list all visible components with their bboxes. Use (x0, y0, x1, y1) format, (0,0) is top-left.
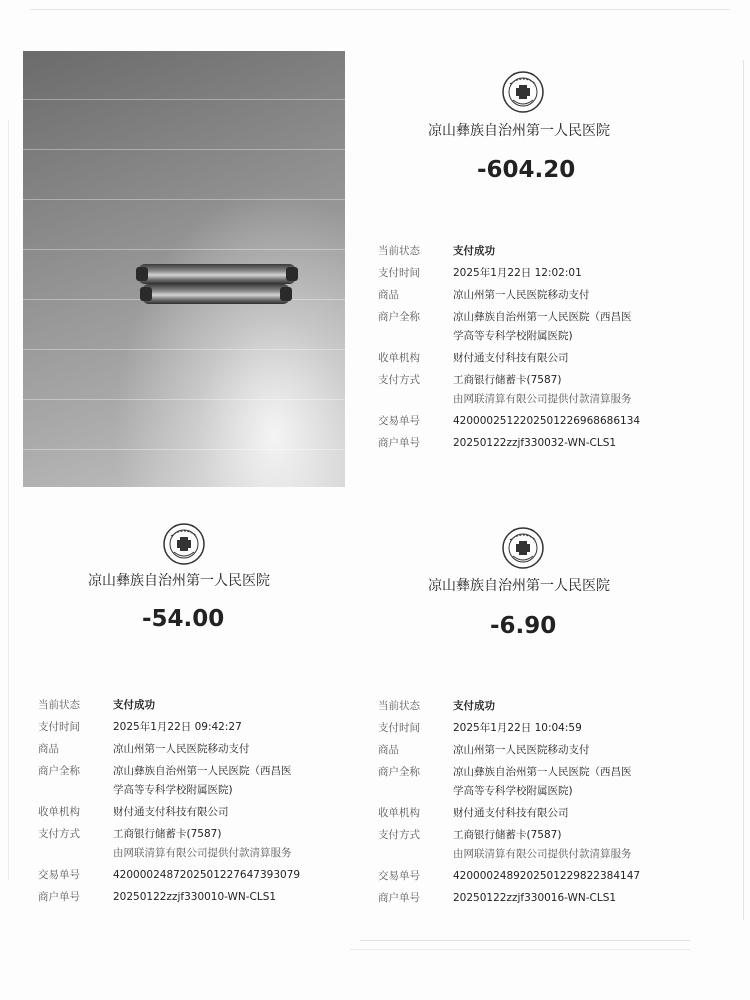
detail-value: 凉山州第一人民医院移动支付 (113, 743, 250, 755)
detail-row-merchant-full (378, 308, 640, 346)
merchant-name: 凉山彝族自治州第一人民医院 (428, 578, 610, 594)
detail-row-transaction-id (378, 867, 640, 886)
hospital-logo-icon (501, 70, 545, 114)
detail-value: 财付通支付科技有限公司 (453, 807, 569, 819)
detail-label: 收单机构 (378, 352, 420, 364)
detail-label: 交易单号 (378, 415, 420, 427)
vial (142, 284, 290, 304)
detail-value: 财付通支付科技有限公司 (113, 806, 229, 818)
detail-row-time (38, 718, 300, 737)
detail-label: 当前状态 (378, 245, 420, 257)
detail-row-merchant-order (38, 888, 300, 907)
detail-value: 凉山州第一人民医院移动支付 (453, 289, 590, 301)
detail-value-line: 凉山彝族自治州第一人民医院（西昌医 (113, 765, 292, 777)
detail-value-line: 学高等专科学校附属医院) (113, 784, 233, 796)
detail-label: 支付方式 (38, 828, 80, 840)
detail-row-merchant-order (378, 889, 640, 908)
detail-label: 商户全称 (38, 765, 80, 777)
merchant-name: 凉山彝族自治州第一人民医院 (88, 573, 270, 589)
detail-row-payment-method (378, 371, 640, 409)
scan-artifact-line (360, 940, 690, 941)
detail-value (113, 825, 292, 863)
detail-label: 当前状态 (378, 700, 420, 712)
detail-label: 支付时间 (378, 722, 420, 734)
vial-cap (286, 267, 298, 281)
detail-label: 商户单号 (378, 437, 420, 449)
detail-row-status (38, 696, 300, 715)
detail-label: 支付方式 (378, 829, 420, 841)
detail-value (453, 763, 632, 801)
detail-value-line: 学高等专科学校附属医院) (453, 330, 573, 342)
detail-value: 凉山州第一人民医院移动支付 (453, 744, 590, 756)
detail-label: 支付方式 (378, 374, 420, 386)
detail-row-status (378, 242, 640, 261)
detail-label: 商户全称 (378, 766, 420, 778)
detail-row-product (378, 286, 640, 305)
detail-value-line: 工商银行储蓄卡(7587) (113, 828, 222, 840)
vial-cap (280, 287, 292, 301)
detail-value: 支付成功 (453, 245, 495, 257)
detail-value: 支付成功 (453, 700, 495, 712)
hospital-logo-icon (501, 526, 545, 570)
detail-row-acquirer (38, 803, 300, 822)
payment-amount: -6.90 (490, 613, 557, 639)
vial (138, 264, 296, 284)
detail-value-line: 学高等专科学校附属医院) (453, 785, 573, 797)
photo-plank-line (23, 349, 345, 350)
detail-value (113, 762, 292, 800)
detail-value: 支付成功 (113, 699, 155, 711)
detail-label: 商户单号 (378, 892, 420, 904)
medicine-photo (23, 51, 345, 487)
detail-row-status (378, 697, 640, 716)
detail-label: 商品 (378, 744, 399, 756)
receipt-details (378, 697, 640, 908)
detail-row-merchant-order (378, 434, 640, 453)
detail-label: 支付时间 (378, 267, 420, 279)
photo-plank-line (23, 99, 345, 100)
payment-amount: -54.00 (142, 606, 225, 632)
detail-value: 20250122zzjf330016-WN-CLS1 (453, 892, 617, 904)
photo-plank-line (23, 199, 345, 200)
detail-label: 商品 (378, 289, 399, 301)
photo-plank-line (23, 399, 345, 400)
detail-row-acquirer (378, 349, 640, 368)
vial-cap (136, 267, 148, 281)
detail-row-merchant-full (378, 763, 640, 801)
merchant-name: 凉山彝族自治州第一人民医院 (428, 123, 610, 139)
detail-value (453, 308, 632, 346)
photo-plank-line (23, 249, 345, 250)
detail-value: 4200002512202501226968686134 (453, 415, 641, 427)
detail-value: 4200002487202501227647393079 (113, 869, 301, 881)
detail-label: 收单机构 (38, 806, 80, 818)
detail-value-note: 由网联清算有限公司提供付款清算服务 (453, 393, 632, 405)
detail-value (453, 371, 632, 409)
detail-value: 2025年1月22日 10:04:59 (453, 722, 582, 734)
detail-value: 财付通支付科技有限公司 (453, 352, 569, 364)
detail-value-line: 凉山彝族自治州第一人民医院（西昌医 (453, 311, 632, 323)
scan-edge (30, 9, 730, 10)
detail-row-merchant-full (38, 762, 300, 800)
photo-plank-line (23, 449, 345, 450)
receipt-details (38, 696, 300, 907)
detail-row-time (378, 719, 640, 738)
detail-value: 4200002489202501229822384147 (453, 870, 641, 882)
payment-amount: -604.20 (477, 157, 576, 183)
detail-value: 2025年1月22日 09:42:27 (113, 721, 242, 733)
hospital-logo-icon (162, 522, 206, 566)
detail-label: 商户全称 (378, 311, 420, 323)
detail-row-time (378, 264, 640, 283)
detail-value-note: 由网联清算有限公司提供付款清算服务 (113, 847, 292, 859)
detail-value: 20250122zzjf330032-WN-CLS1 (453, 437, 617, 449)
detail-row-payment-method (378, 826, 640, 864)
detail-label: 交易单号 (38, 869, 80, 881)
photo-plank-line (23, 149, 345, 150)
scan-artifact-line (350, 949, 690, 950)
detail-label: 当前状态 (38, 699, 80, 711)
scan-edge (743, 60, 744, 920)
detail-row-transaction-id (38, 866, 300, 885)
detail-value (453, 826, 632, 864)
detail-row-product (38, 740, 300, 759)
detail-label: 商户单号 (38, 891, 80, 903)
detail-value-note: 由网联清算有限公司提供付款清算服务 (453, 848, 632, 860)
detail-value-line: 凉山彝族自治州第一人民医院（西昌医 (453, 766, 632, 778)
detail-label: 支付时间 (38, 721, 80, 733)
detail-row-transaction-id (378, 412, 640, 431)
detail-value-line: 工商银行储蓄卡(7587) (453, 374, 562, 386)
receipt-details (378, 242, 640, 453)
detail-label: 商品 (38, 743, 59, 755)
detail-label: 收单机构 (378, 807, 420, 819)
detail-row-payment-method (38, 825, 300, 863)
detail-value: 2025年1月22日 12:02:01 (453, 267, 582, 279)
detail-value: 20250122zzjf330010-WN-CLS1 (113, 891, 277, 903)
detail-value-line: 工商银行储蓄卡(7587) (453, 829, 562, 841)
detail-row-product (378, 741, 640, 760)
detail-row-acquirer (378, 804, 640, 823)
vial-cap (140, 287, 152, 301)
detail-label: 交易单号 (378, 870, 420, 882)
scan-edge (8, 120, 9, 880)
